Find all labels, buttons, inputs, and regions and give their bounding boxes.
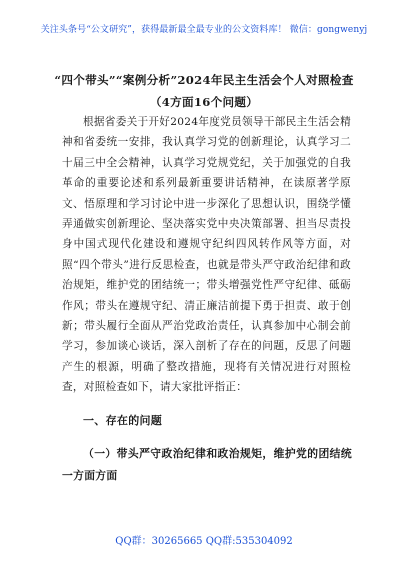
subsection-heading-political-discipline: （一）带头严守政治纪律和政治规矩，维护党的团结统一方面方面 (62, 447, 352, 482)
intro-paragraph: 根据省委关于开好2024年度党员领导干部民主生活会精神和省委统一安排，我认真学习党的创新理论，认真学习二十届三中全会精神，认真学习党规党纪，关于加强党的自我革命的重要论述和系列最新重要讲话精神，在读原著学原文、悟原理和学习讨论中进一步深化了思想认识，围绕学懂弄通做实创新理论、坚决落实党中央决策部署、担当尽责投身中国式现代化建设和遵规守纪纠四风转作风等方面，对照“四个带头”进行反思检查，也就是带头严守政治纪律和政治规矩，维护党的团结统一；带头增强党性严守纪律、砥砺作风；带头在遵规守纪、清正廉洁前提下勇于担责、敢于创新；带头履行全面从严治党政治责任，认真参加中心制会前学习，参加谈心谈话，深入剖析了存在的问题，反思了问题产生的根源，明确了整改措施，现将有关情况进行对照检查，对照检查如下，请大家批评指正： (62, 116, 351, 394)
footer-contact: QQ群：30265665 QQ群:535304092 (115, 536, 293, 547)
document-title: “四个带头”“案例分析”2024年民主生活会个人对照检查（4方面16个问题） (54, 73, 354, 109)
header-notice: 关注头条号“公文研究”，获得最新最全最专业的公文资料库！ 微信：gongwenyj (40, 25, 368, 35)
section-heading-problems: 一、存在的问题 (83, 414, 163, 427)
